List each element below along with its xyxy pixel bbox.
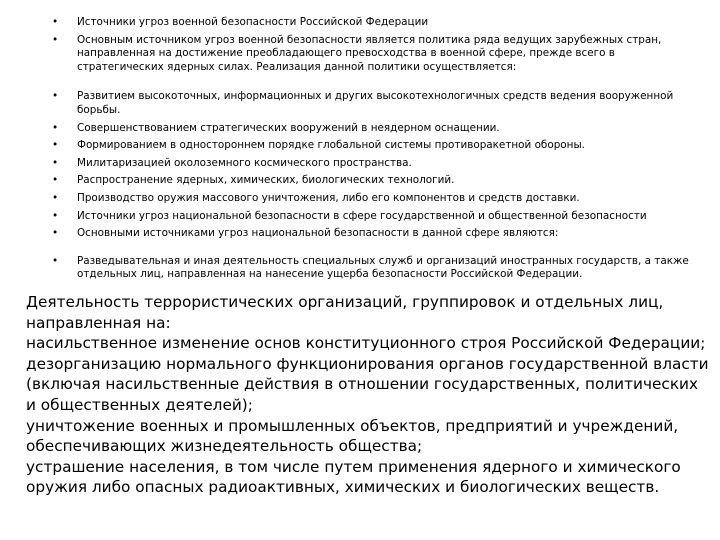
bullet-item [52, 210, 704, 224]
bullet-text: Развитием высокоточных, информационных и других высокотехнологичных средств ведения вооруженной борьбы. [77, 90, 674, 116]
body-line: уничтожение военных и промышленных объектов, предприятий и учреждений, обеспечивающих жизнедеятельность общества; [26, 416, 679, 456]
bullet-item [52, 90, 704, 117]
bullet-list [52, 16, 704, 286]
bullet-text: Формированием в одностороннем порядке глобальной системы противоракетной обороны. [77, 139, 585, 152]
bullet-item [52, 192, 704, 206]
bullet-marker: • [52, 33, 59, 46]
bullet-item [52, 227, 704, 241]
bullet-item [52, 157, 704, 171]
bullet-item [52, 34, 704, 75]
bullet-marker: • [52, 227, 59, 240]
bullet-marker: • [52, 90, 59, 103]
bullet-marker: • [52, 209, 59, 222]
bullet-item [52, 255, 704, 282]
bullet-text: Источники угроз национальной безопасности в сфере государственной и общественной безопасности [77, 209, 647, 222]
body-line: дезорганизацию нормального функционирования органов государственной власти (включая насильственные действия в отношении государственных, политических и общественных деятелей); [26, 354, 709, 414]
bullet-item [52, 16, 704, 30]
body-line: насильственное изменение основ конституционного строя Российской Федерации; [26, 334, 706, 353]
bullet-marker: • [52, 254, 59, 267]
body-line: устрашение населения, в том числе путем применения ядерного и химического оружия либо опасных радиоактивных, химических и биологических веществ. [26, 457, 681, 497]
bullet-item [52, 122, 704, 136]
bullet-marker: • [52, 156, 59, 169]
bullet-marker: • [52, 121, 59, 134]
bullet-text: Разведывательная и иная деятельность специальных служб и организаций иностранных государств, а также отдельных лиц, направленная на нанесение ущерба безопасности Российской Федерации. [77, 254, 689, 281]
bullet-text: Основным источником угроз военной безопасности является политика ряда ведущих зарубежных стран, направленная на достижение преобладающего превосходства в военной сфере, прежде всего в стратегических ядерных силах. Реализация данной политики осуществляется: [77, 33, 662, 73]
bullet-text: Милитаризацией околоземного космического пространства. [77, 156, 412, 169]
body-paragraph [26, 292, 710, 498]
bullet-text: Распространение ядерных, химических, биологических технологий. [77, 174, 455, 187]
bullet-text: Производство оружия массового уничтожения, либо его компонентов и средств доставки. [77, 191, 580, 204]
bullet-marker: • [52, 16, 59, 28]
bullet-text: Источники угроз военной безопасности Российской Федерации [77, 16, 429, 28]
body-line: Деятельность террористических организаций, группировок и отдельных лиц, направленная на: [26, 293, 664, 332]
bullet-text: Основными источниками угроз национальной безопасности в данной сфере являются: [77, 227, 559, 240]
bullet-item [52, 139, 704, 153]
bullet-marker: • [52, 139, 59, 152]
bullet-text: Совершенствованием стратегических вооружений в неядерном оснащении. [77, 121, 500, 134]
bullet-item [52, 174, 704, 188]
bullet-marker: • [52, 191, 59, 204]
bullet-marker: • [52, 174, 59, 187]
